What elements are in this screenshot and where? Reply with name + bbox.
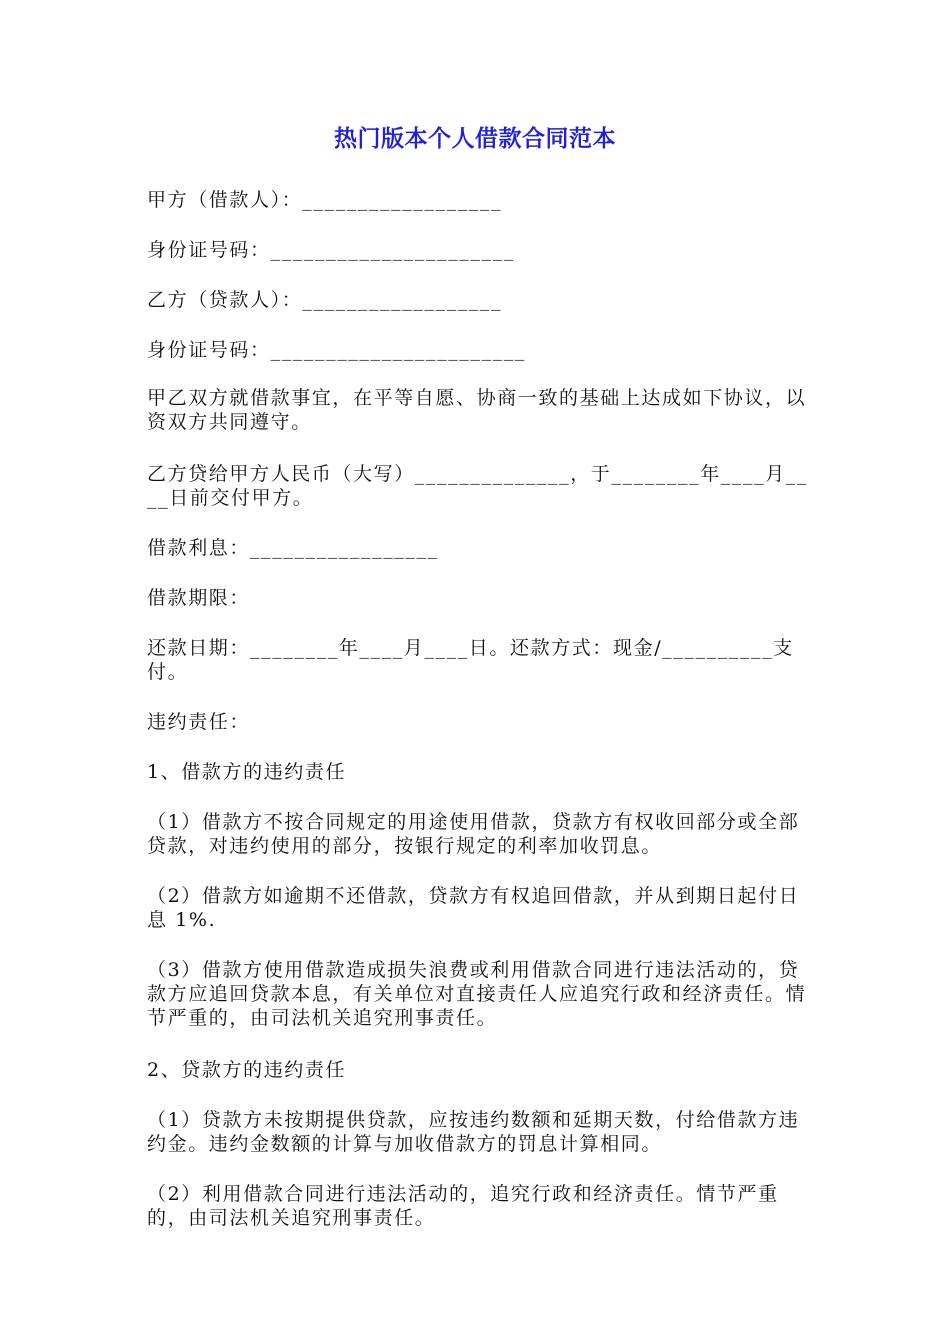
- borrower-breach-heading: 1、借款方的违约责任: [147, 761, 347, 783]
- breach-heading: 违约责任：: [147, 711, 251, 733]
- lender-breach-item-2: （2）利用借款合同进行违法活动的，追究行政和经济责任。情节严重的，由司法机关追究刑事责任。: [147, 1183, 779, 1229]
- agreement-intro: 甲乙双方就借款事宜，在平等自愿、协商一致的基础上达成如下协议，以资双方共同遵守。: [147, 387, 807, 433]
- borrower-breach-item-3: （3）借款方使用借款造成损失浪费或利用借款合同进行违法活动的，贷款方应追回贷款本息，有关单位对直接责任人应追究行政和经济责任。情节严重的，由司法机关追究刑事责任。: [147, 959, 807, 1029]
- lender-id-line: 身份证号码：_______________________: [147, 339, 526, 361]
- repayment-clause: 还款日期：________年____月____日。还款方式：现金/__________支付。: [147, 637, 794, 683]
- lender-breach-heading: 2、贷款方的违约责任: [147, 1059, 347, 1081]
- borrower-breach-item-1: （1）借款方不按合同规定的用途使用借款，贷款方有权收回部分或全部贷款，对违约使用的部分，按银行规定的利率加收罚息。: [147, 811, 800, 857]
- loan-term-line: 借款期限：: [147, 587, 251, 609]
- lender-breach-item-1: （1）贷款方未按期提供贷款，应按违约数额和延期天数，付给借款方违约金。违约金数额的计算与加收借款方的罚息计算相同。: [147, 1109, 800, 1155]
- loan-amount-clause: 乙方贷给甲方人民币（大写）______________，于________年____月____日前交付甲方。: [147, 463, 809, 509]
- borrower-line: 甲方（借款人）：__________________: [147, 189, 503, 211]
- borrower-breach-item-2: （2）借款方如逾期不还借款，贷款方有权追回借款，并从到期日起付日息 1%.: [147, 885, 800, 931]
- document-title: 热门版本个人借款合同范本: [334, 126, 616, 152]
- loan-interest-line: 借款利息：_________________: [147, 537, 439, 559]
- lender-line: 乙方（贷款人）：__________________: [147, 289, 503, 311]
- borrower-id-line: 身份证号码：______________________: [147, 239, 515, 261]
